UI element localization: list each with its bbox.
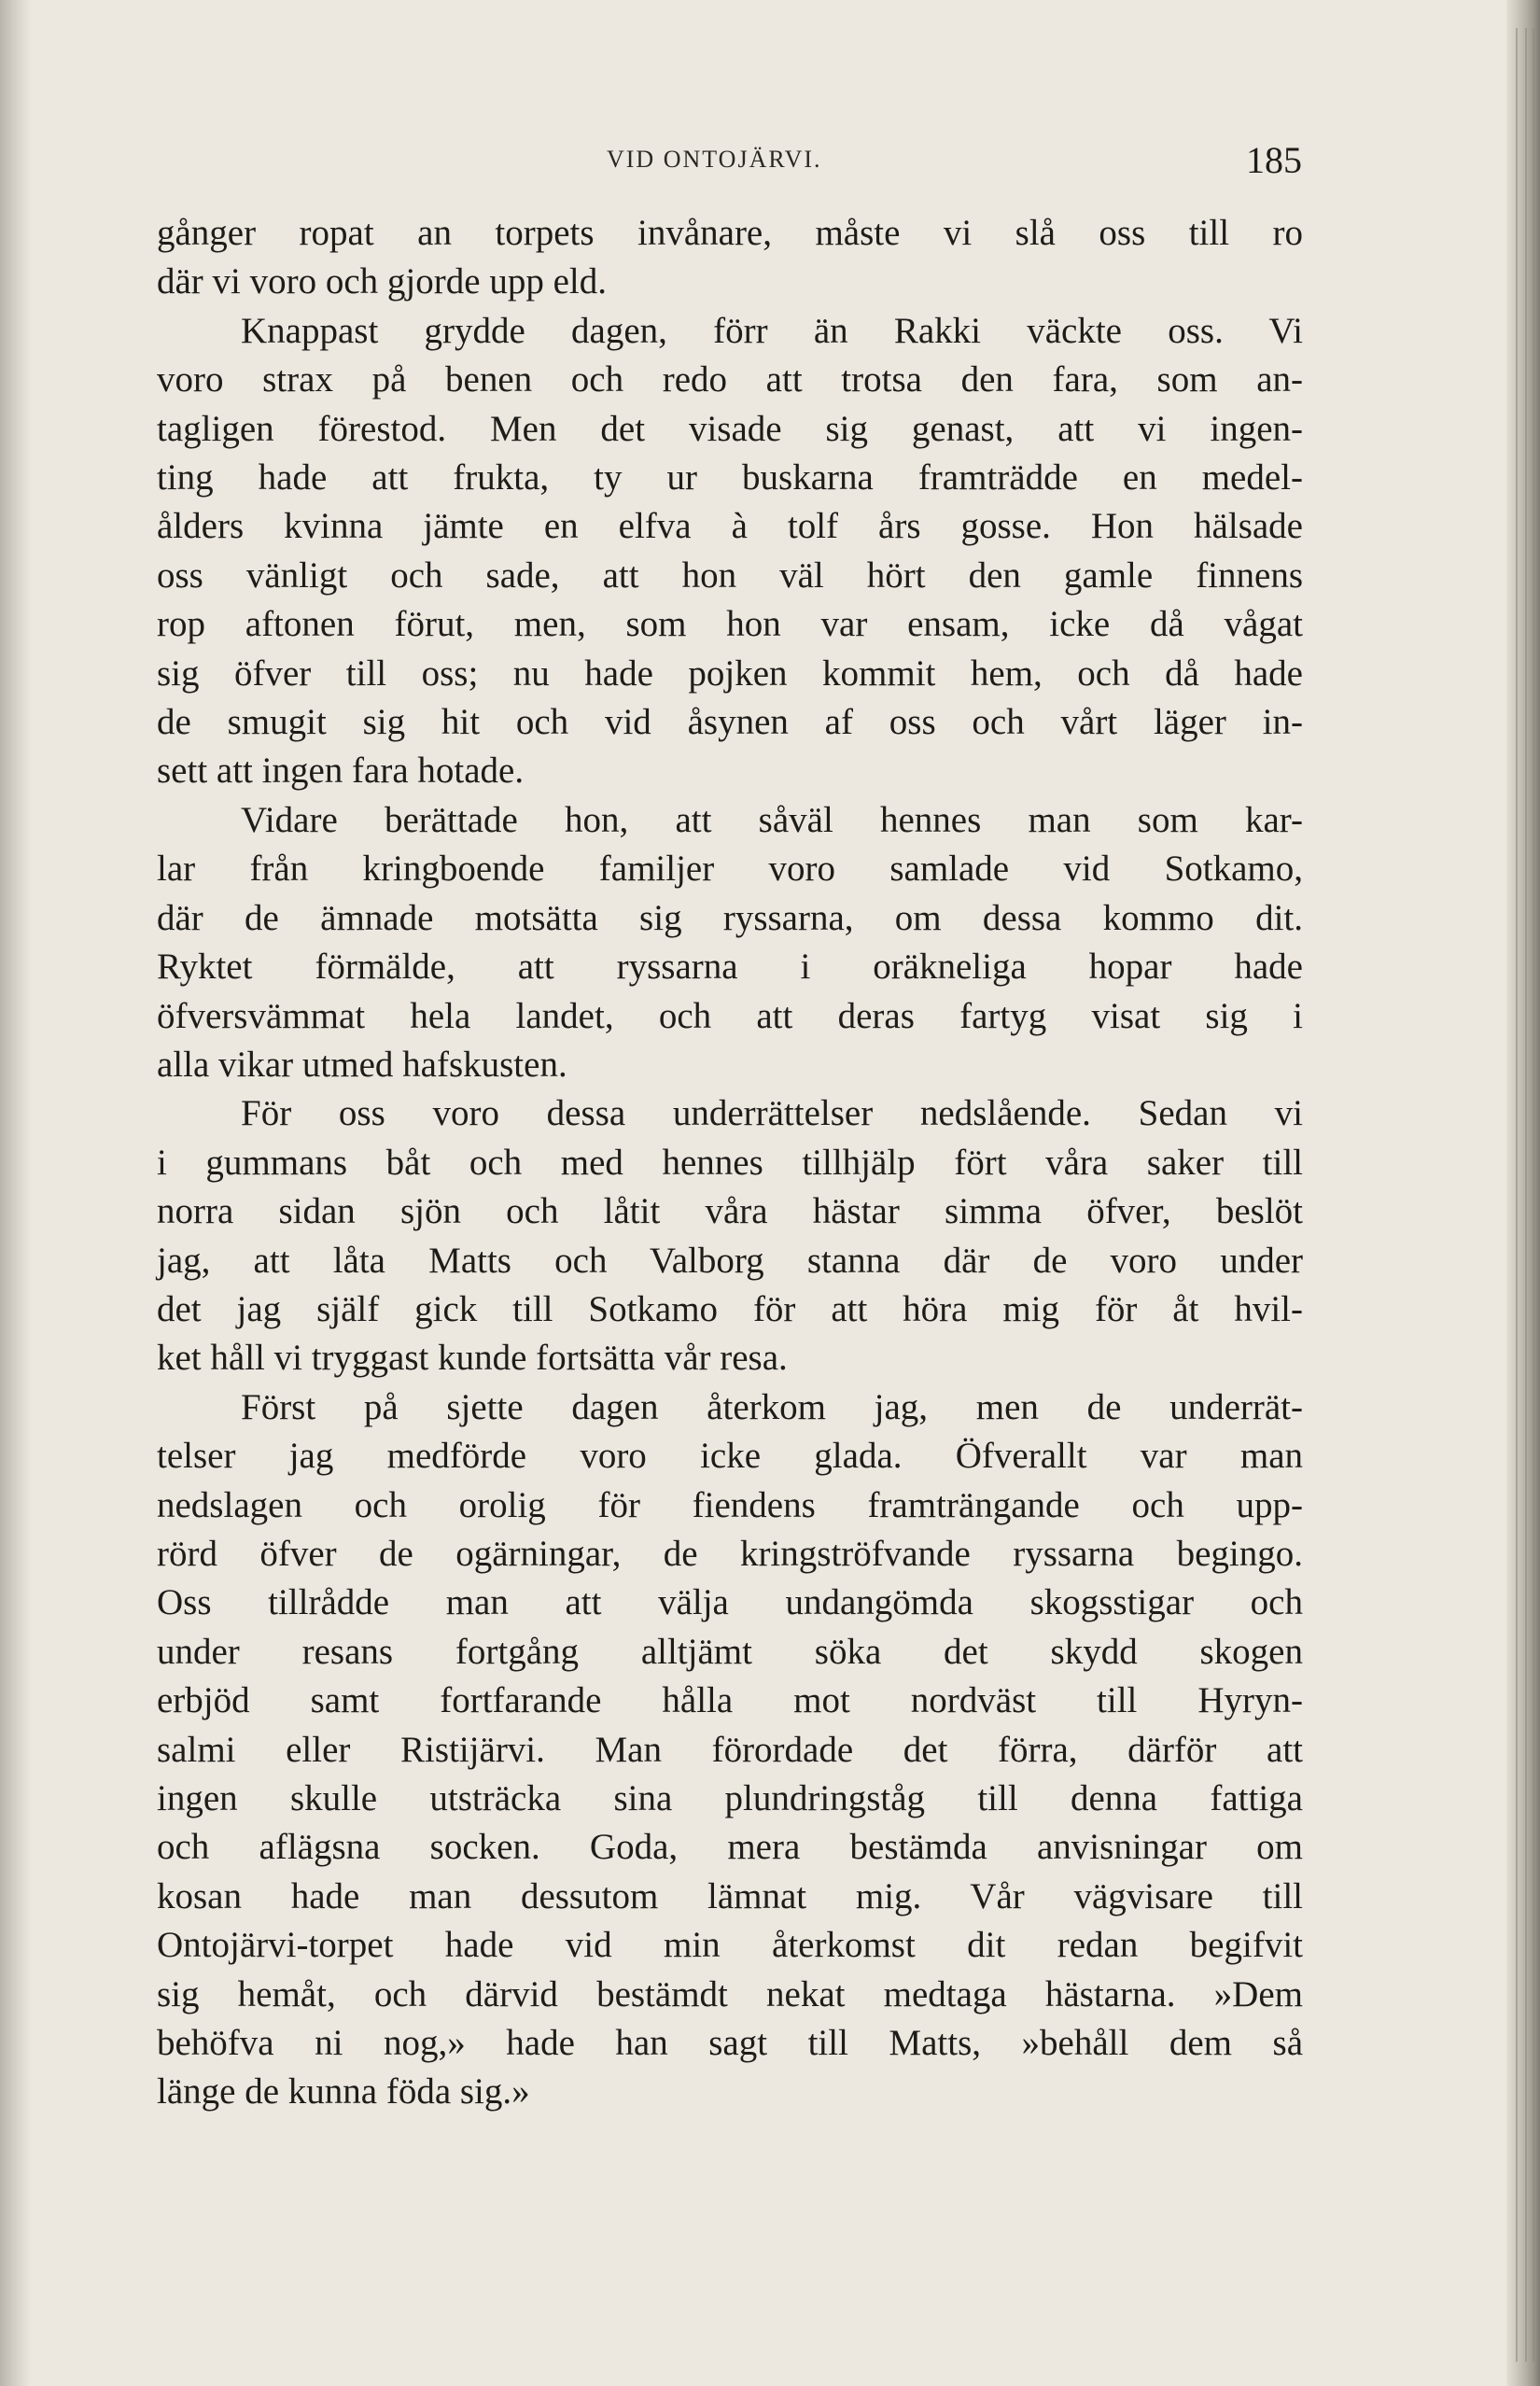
text-line: öfversvämmat hela landet, och att deras fartyg visat sig i [157, 995, 1303, 1036]
text-line: under resans fortgång alltjämt söka det skydd skogen [157, 1631, 1303, 1672]
page-number: 185 [1246, 139, 1302, 181]
text-line: oss vänligt och sade, att hon väl hört den gamle finnens [157, 554, 1303, 596]
text-line: lar från kringboende familjer voro samlade vid Sotkamo, [157, 849, 1303, 890]
page-edge [1506, 0, 1540, 2386]
text-line: Vidare berättade hon, att såväl hennes man som kar- [241, 799, 1303, 840]
text-line: och aflägsna socken. Goda, mera bestämda anvisningar om [157, 1827, 1303, 1868]
text-line: ket håll vi tryggast kunde fortsätta vår resa. [157, 1338, 788, 1379]
text-line: sett att ingen fara hotade. [157, 751, 525, 792]
text-line: tagligen förestod. Men det visade sig genast, att vi ingen- [157, 408, 1303, 449]
text-line: jag, att låta Matts och Valborg stanna där de voro under [157, 1240, 1303, 1281]
text-line: behöfva ni nog,» hade han sagt till Matts, »behåll dem så [157, 2023, 1303, 2064]
text-line: alla vikar utmed hafskusten. [157, 1044, 567, 1085]
text-line: salmi eller Ristijärvi. Man förordade det förra, därför att [157, 1729, 1303, 1770]
page-edge-line [1516, 28, 1518, 2362]
text-line: gånger ropat an torpets invånare, måste vi slå oss till ro [157, 213, 1303, 253]
page-edge-line [1525, 28, 1527, 2362]
text-line: telser jag medförde voro icke glada. Öfverallt var man [157, 1436, 1303, 1477]
text-line: där vi voro och gjorde upp eld. [157, 261, 607, 302]
text-line: kosan hade man dessutom lämnat mig. Vår vägvisare till [157, 1875, 1303, 1916]
text-line: ingen skulle utsträcka sina plundringståg till denna fattiga [157, 1778, 1303, 1818]
text-line: Oss tillrådde man att välja undangömda skogsstigar och [157, 1582, 1303, 1623]
page-edge-line [1533, 28, 1534, 2362]
page-gutter [0, 0, 32, 2386]
text-line: länge de kunna föda sig.» [157, 2071, 530, 2112]
text-line: det jag själf gick till Sotkamo för att höra mig för åt hvil- [157, 1288, 1303, 1329]
text-line: nedslagen och orolig för fiendens framträngande och upp- [157, 1484, 1303, 1525]
running-title: VID ONTOJÄRVI. [607, 146, 822, 173]
text-line: Knappast grydde dagen, förr än Rakki väckte oss. Vi [241, 310, 1303, 351]
text-line: voro strax på benen och redo att trotsa den fara, som an- [157, 359, 1303, 400]
text-line: där de ämnade motsätta sig ryssarna, om dessa kommo dit. [157, 897, 1303, 938]
text-line: sig öfver till oss; nu hade pojken kommit hem, och då hade [157, 653, 1303, 694]
text-line: erbjöd samt fortfarande hålla mot nordväst till Hyryn- [157, 1680, 1303, 1721]
text-line: ålders kvinna jämte en elfva à tolf års gosse. Hon hälsade [157, 506, 1303, 547]
page-header [159, 138, 1302, 194]
text-line: Först på sjette dagen återkom jag, men de underrät- [241, 1386, 1303, 1427]
body-text [157, 209, 1303, 2117]
text-line: rörd öfver de ogärningar, de kringströfvande ryssarna begingo. [157, 1533, 1303, 1574]
text-line: Ontojärvi-torpet hade vid min återkomst dit redan begifvit [157, 1925, 1303, 1966]
text-line: rop aftonen förut, men, som hon var ensam, icke då vågat [157, 604, 1303, 645]
text-line: sig hemåt, och därvid bestämdt nekat medtaga hästarna. »Dem [157, 1973, 1303, 2014]
text-line: norra sidan sjön och låtit våra hästar simma öfver, beslöt [157, 1191, 1303, 1232]
text-line: För oss voro dessa underrättelser nedslående. Sedan vi [241, 1093, 1303, 1134]
text-line: Ryktet förmälde, att ryssarna i oräkneliga hopar hade [157, 947, 1303, 988]
text-line: de smugit sig hit och vid åsynen af oss och vårt läger in- [157, 702, 1303, 743]
text-line: ting hade att frukta, ty ur buskarna framträdde en medel- [157, 457, 1303, 498]
text-line: i gummans båt och med hennes tillhjälp fört våra saker till [157, 1142, 1303, 1183]
